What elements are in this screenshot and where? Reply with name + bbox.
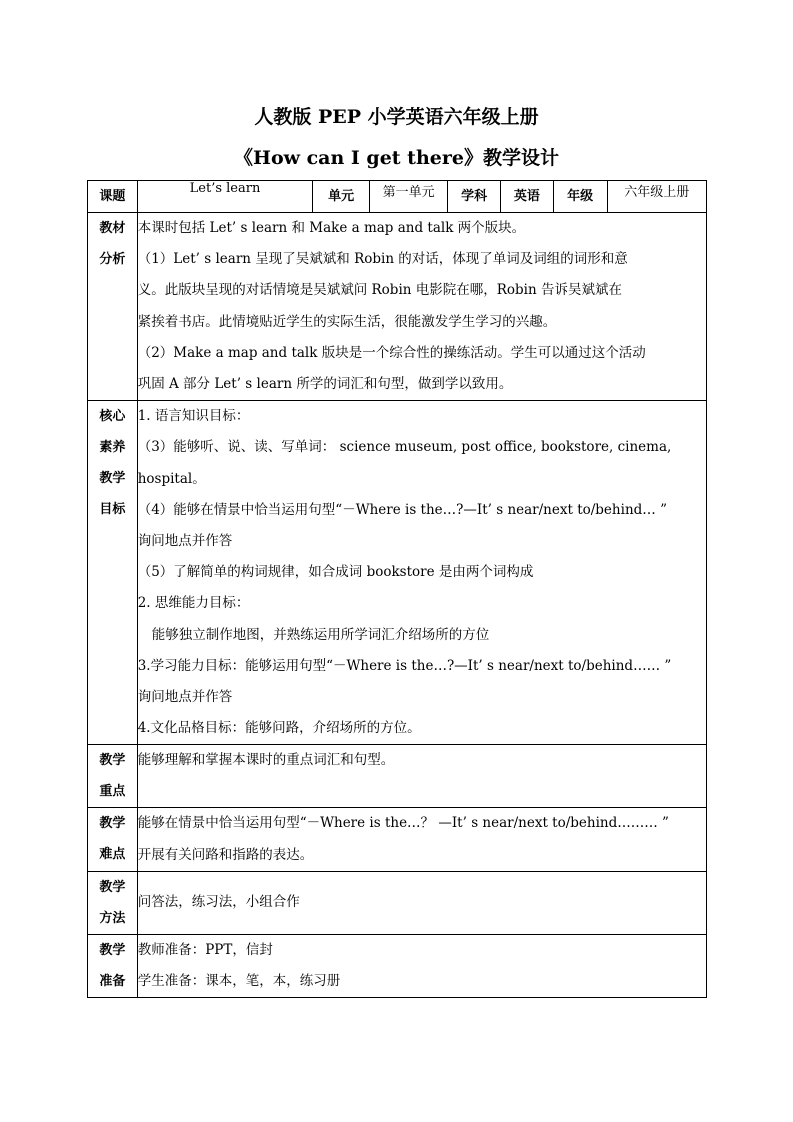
preparation-row (88, 934, 707, 997)
goals-label-line-3: 教学 (99, 471, 126, 487)
goals-line: 4.文化品格目标：能够问路，介绍场所的方位。 (137, 720, 421, 737)
goals-label-line-2: 素养 (99, 440, 126, 456)
goals-line: 能够独立制作地图，并熟练运用所学词汇介绍场所的方位 (151, 626, 490, 643)
material-label-line-2: 分析 (99, 252, 126, 267)
key-points-text: 能够理解和掌握本课时的重点词汇和句型。 (137, 752, 395, 769)
lesson-value: Let’s learn (137, 181, 313, 213)
methods-label-line-2: 方法 (99, 910, 126, 926)
goals-line: 3.学习能力目标：能够运用句型“－Where is the…?—It’ s near/next to/behind…… ” (137, 657, 672, 674)
goals-line: （5）了解简单的构词规律，如合成词 bookstore 是由两个词构成 (137, 564, 534, 581)
material-label-line-1: 教材 (99, 221, 126, 236)
material-line: 巩固 A 部分 Let’ s learn 所学的词汇和句型，做到学以致用。 (137, 376, 513, 393)
methods-label (88, 871, 138, 934)
goals-label (88, 401, 138, 745)
document-subtitle: 《How can I get there》教学设计 (234, 147, 559, 169)
material-line: 义。此版块呈现的对话情境是吴斌斌问 Robin 电影院在哪，Robin 告诉吴斌斌在 (137, 282, 622, 299)
key-points-content (137, 745, 706, 808)
goals-row (88, 401, 707, 745)
key-points-label (88, 745, 138, 808)
material-row (88, 213, 707, 401)
grade-value: 六年级上册 (607, 181, 706, 213)
key-points-label-line-1: 教学 (99, 753, 126, 769)
methods-text: 问答法，练习法，小组合作 (137, 894, 300, 911)
subject-label: 学科 (448, 181, 501, 213)
goals-line: 2. 思维能力目标： (137, 595, 250, 612)
difficulties-label-line-1: 教学 (99, 816, 126, 832)
difficulties-row (88, 808, 707, 871)
grade-label: 年级 (553, 181, 607, 213)
document-title: 人教版 PEP 小学英语六年级上册 (254, 106, 539, 128)
goals-line: 询问地点并作答 (137, 689, 233, 706)
preparation-content (137, 934, 706, 997)
material-line: （2）Make a map and talk 版块是一个综合性的操练活动。学生可以通过这个活动 (137, 344, 646, 361)
difficulties-line-2: 开展有关问路和指路的表达。 (137, 846, 314, 863)
preparation-student: 学生准备：课本，笔，本，练习册 (137, 973, 341, 990)
goals-line: hospital。 (137, 470, 206, 487)
goals-line: （4）能够在情景中恰当运用句型“－Where is the…?—It’ s near/next to/behind… ” (137, 501, 667, 518)
methods-label-line-1: 教学 (99, 879, 126, 895)
material-content (137, 213, 706, 401)
goals-label-line-1: 核心 (99, 409, 126, 425)
preparation-teacher: 教师准备：PPT，信封 (137, 941, 273, 958)
lesson-label: 课题 (88, 181, 138, 213)
goals-content (137, 401, 706, 745)
material-label (88, 213, 138, 401)
goals-line: （3）能够听、说、读、写单词： science museum, post office, bookstore, cinema, (137, 439, 672, 456)
difficulties-line-1: 能够在情景中恰当运用句型“－Where is the…？ —It’ s near/next to/behind……… ” (137, 815, 669, 832)
material-line: 本课时包括 Let’ s learn 和 Make a map and talk 两个版块。 (137, 220, 526, 236)
preparation-label (88, 934, 138, 997)
methods-content (137, 871, 706, 934)
preparation-label-line-1: 教学 (99, 942, 126, 958)
methods-row (88, 871, 707, 934)
unit-label: 单元 (313, 181, 370, 213)
subject-value: 英语 (500, 181, 553, 213)
goals-label-line-4: 目标 (99, 502, 126, 518)
unit-value: 第一单元 (370, 181, 448, 213)
key-points-label-line-2: 重点 (99, 784, 126, 800)
material-line: （1）Let’ s learn 呈现了吴斌斌和 Robin 的对话，体现了单词及词组的词形和意 (137, 251, 628, 268)
goals-line: 询问地点并作答 (137, 533, 233, 550)
material-line: 紧挨着书店。此情境贴近学生的实际生活，很能激发学生学习的兴趣。 (137, 313, 557, 330)
difficulties-content (137, 808, 706, 871)
key-points-row (88, 745, 707, 808)
header-row (88, 181, 707, 213)
preparation-label-line-2: 准备 (99, 973, 126, 989)
lesson-plan-table (87, 180, 707, 998)
goals-line: 1. 语言知识目标： (137, 408, 250, 425)
difficulties-label-line-2: 难点 (99, 847, 126, 863)
difficulties-label (88, 808, 138, 871)
